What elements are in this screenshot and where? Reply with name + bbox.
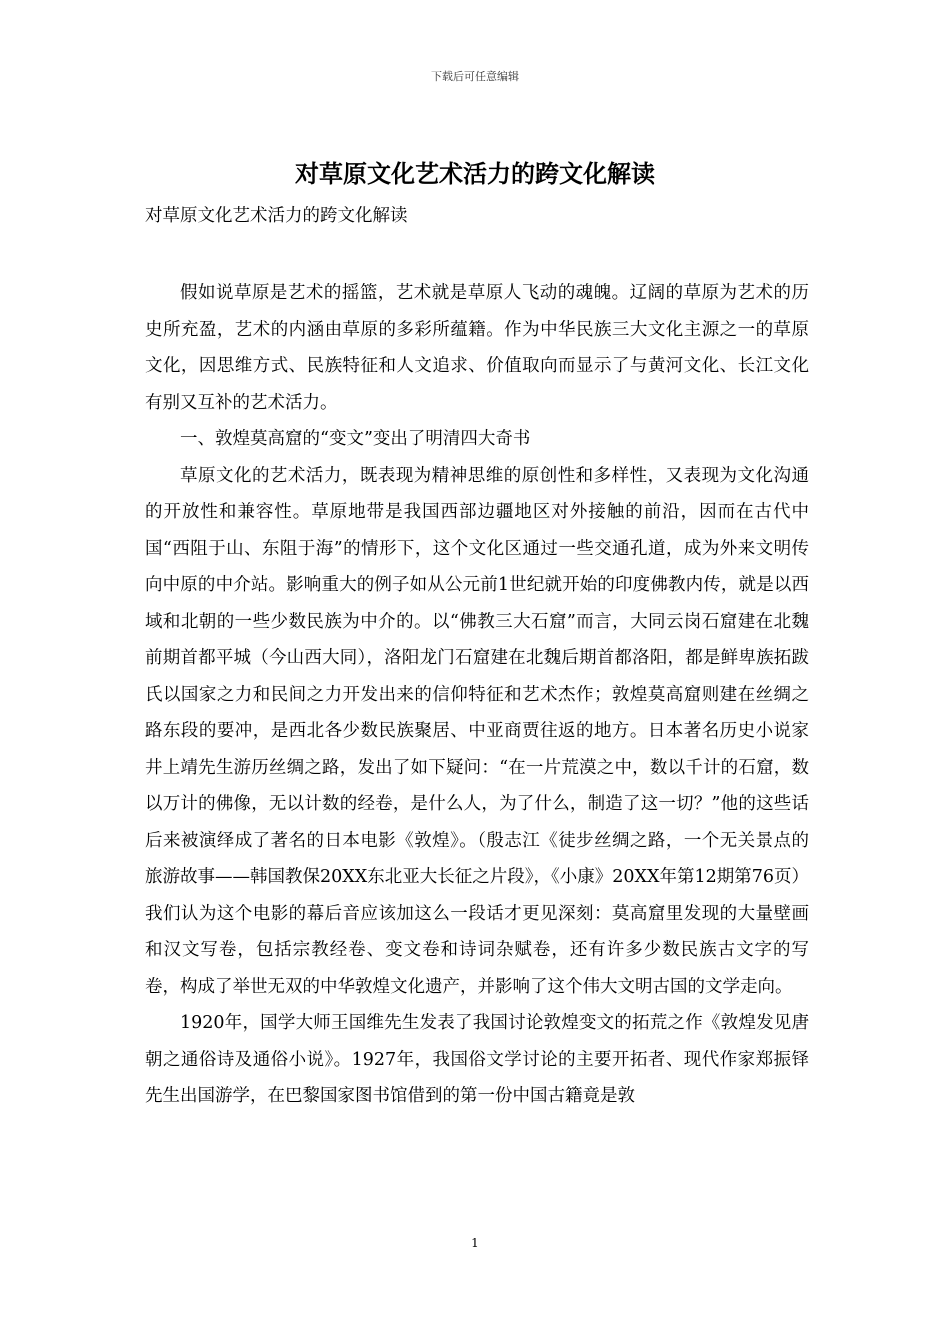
- header-note: 下载后可任意编辑: [431, 70, 519, 83]
- paragraph-main: 草原文化的艺术活力，既表现为精神思维的原创性和多样性，又表现为文化沟通的开放性和兼容性。草原地带是我国西部边疆地区对外接触的前沿，因而在古代中国“西阻于山、东阻于海”的情形下，这个文化区通过一些交通孔道，成为外来文明传向中原的中介站。影响重大的例子如从公元前1世纪就开始的印度佛教内传，就是以西域和北朝的一些少数民族为中介的。以“佛教三大石窟”而言，大同云岗石窟建在北魏前期首都平城（今山西大同），洛阳龙门石窟建在北魏后期首都洛阳，都是鲜卑族拓跋氏以国家之力和民间之力开发出来的信仰特征和艺术杰作；敦煌莫高窟则建在丝绸之路东段的要冲，是西北各少数民族聚居、中亚商贾往返的地方。日本著名历史小说家井上靖先生游历丝绸之路，发出了如下疑问：“在一片荒漠之中，数以千计的石窟，数以万计的佛像，无以计数的经卷，是什么人，为了什么，制造了这一切？”他的这些话后来被演绎成了著名的日本电影《敦煌》。（殷志江《徒步丝绸之路，一个无关景点的旅游故事——韩国教保20XX东北亚大长征之片段》，《小康》20XX年第12期第76页）我们认为这个电影的幕后音应该加这么一段话才更见深刻：莫高窟里发现的大量壁画和汉文写卷，包括宗教经卷、变文卷和诗词杂赋卷，还有许多少数民族古文字的写卷，构成了举世无双的中华敦煌文化遗产，并影响了这个伟大文明古国的文学走向。: [145, 465, 809, 997]
- page-number: 1: [471, 1236, 479, 1250]
- paragraph-continued: 1920年，国学大师王国维先生发表了我国讨论敦煌变文的拓荒之作《敦煌发见唐朝之通俗诗及通俗小说》。1927年，我国俗文学讨论的主要开拓者、现代作家郑振铎先生出国游学，在巴黎国家图书馆借到的第一份中国古籍竟是敦: [145, 1013, 809, 1106]
- document-body: [145, 275, 809, 1115]
- section-heading: 一、敦煌莫高窟的“变文”变出了明清四大奇书: [180, 429, 531, 449]
- paragraph-intro: 假如说草原是艺术的摇篮，艺术就是草原人飞动的魂魄。辽阔的草原为艺术的历史所充盈，艺术的内涵由草原的多彩所蕴籍。作为中华民族三大文化主源之一的草原文化，因思维方式、民族特征和人文追求、价值取向而显示了与黄河文化、长江文化有别又互补的艺术活力。: [145, 283, 809, 413]
- document-title: 对草原文化艺术活力的跨文化解读: [295, 159, 655, 188]
- document-subtitle: 对草原文化艺术活力的跨文化解读: [145, 206, 408, 226]
